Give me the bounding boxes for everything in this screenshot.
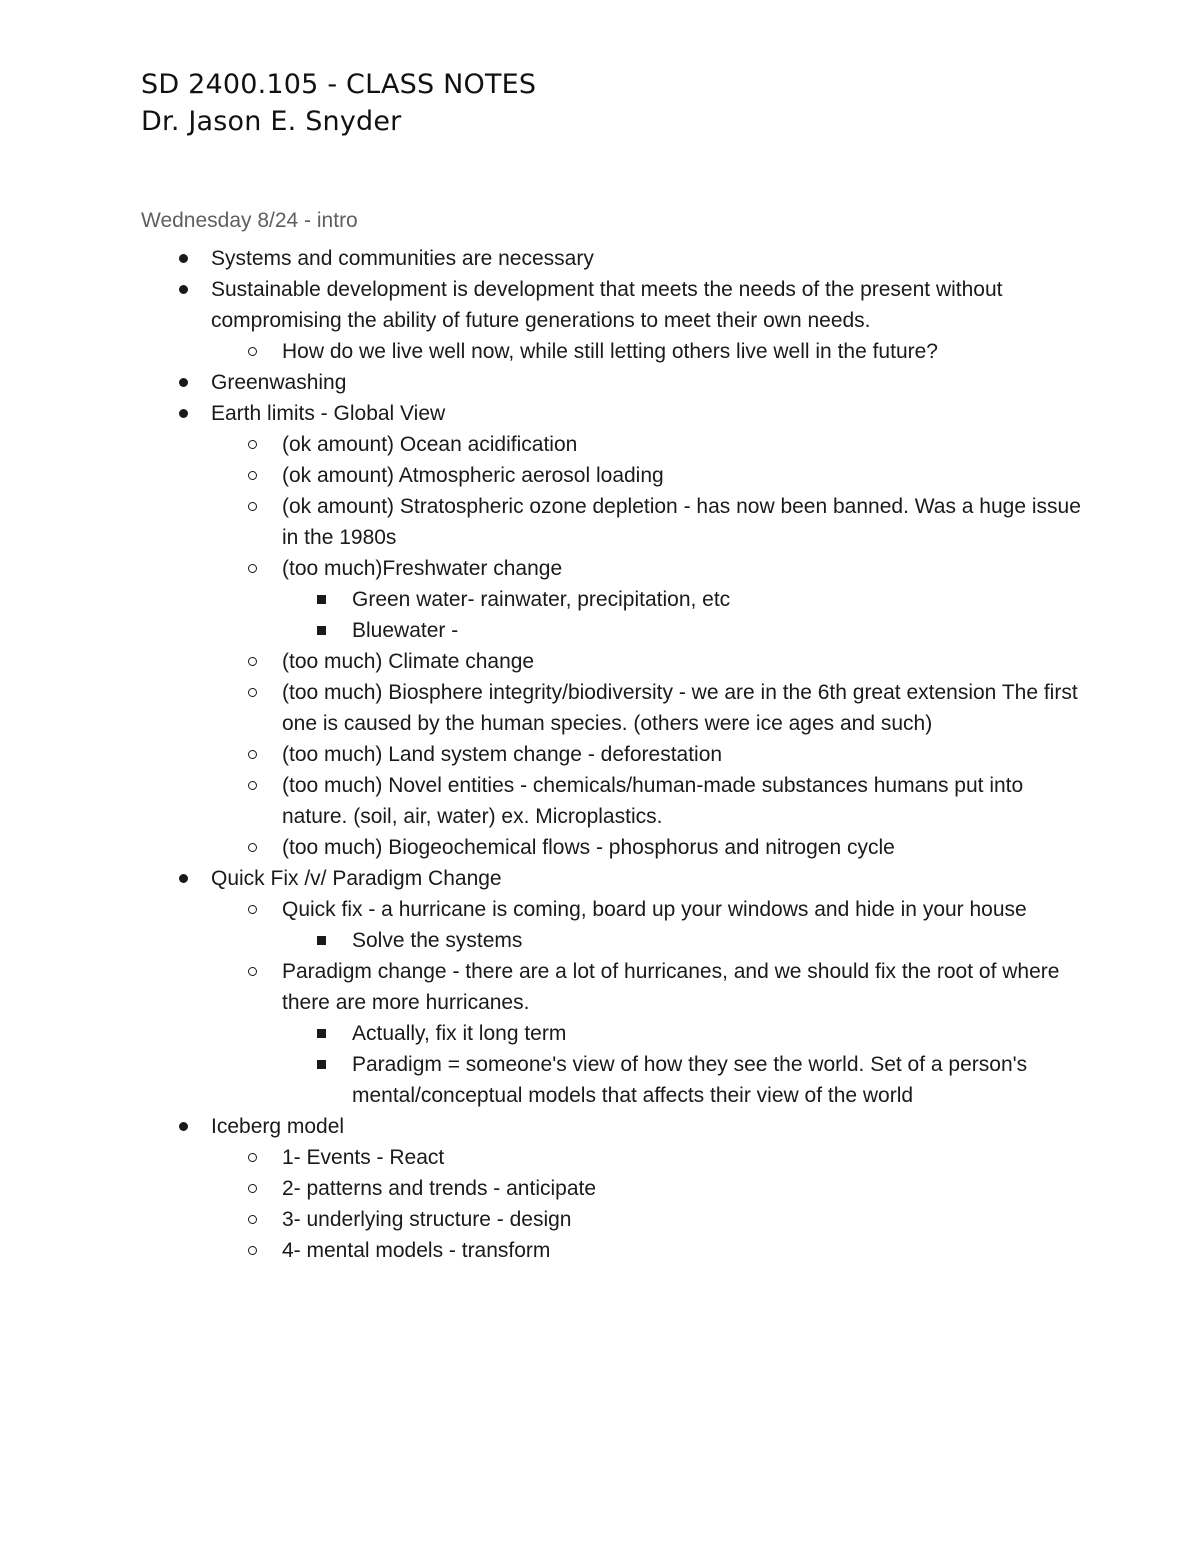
notes-list-level-2 bbox=[141, 553, 1081, 584]
bullet-mark bbox=[248, 657, 257, 666]
list-item-text: 2- patterns and trends - anticipate bbox=[282, 1177, 597, 1200]
bullet-mark bbox=[317, 626, 326, 635]
bullet-mark bbox=[248, 502, 257, 511]
list-item bbox=[141, 1142, 1081, 1173]
bullet-mark bbox=[248, 1184, 257, 1193]
list-item-text: Earth limits - Global View bbox=[211, 402, 446, 425]
hollow-circle-bullet-icon bbox=[248, 491, 257, 522]
square-bullet-icon bbox=[317, 615, 326, 646]
list-item-text: Systems and communities are necessary bbox=[211, 247, 594, 270]
list-item bbox=[141, 398, 1081, 429]
list-item-text: 1- Events - React bbox=[282, 1146, 445, 1169]
bullet-mark bbox=[179, 378, 188, 387]
hollow-circle-bullet-icon bbox=[248, 1142, 257, 1173]
bullet-mark bbox=[317, 1029, 326, 1038]
bullet-mark bbox=[248, 781, 257, 790]
list-item-text: (too much) Climate change bbox=[282, 650, 535, 673]
filled-circle-bullet-icon bbox=[179, 274, 188, 305]
list-item bbox=[141, 584, 1081, 615]
bullet-mark bbox=[248, 471, 257, 480]
list-item-text: Greenwashing bbox=[211, 371, 347, 394]
notes-list-level-3 bbox=[141, 925, 1081, 956]
list-item-text: (ok amount) Atmospheric aerosol loading bbox=[282, 464, 664, 487]
notes-list-level-2 bbox=[141, 677, 1081, 739]
list-item-text: Actually, fix it long term bbox=[352, 1022, 567, 1045]
list-item bbox=[141, 646, 1081, 677]
list-item-text: Quick fix - a hurricane is coming, board up your windows and hide in your house bbox=[282, 898, 1027, 921]
notes-list-level-1 bbox=[141, 367, 1081, 398]
list-item bbox=[141, 894, 1081, 925]
list-item bbox=[141, 739, 1081, 770]
notes-list-level-2 bbox=[141, 956, 1081, 1018]
list-item-text: 3- underlying structure - design bbox=[282, 1208, 572, 1231]
notes-list-level-1 bbox=[141, 243, 1081, 274]
notes-list-level-3 bbox=[141, 615, 1081, 646]
list-item-text: (too much) Biosphere integrity/biodiversity - we are in the 6th great extension The first one is caused by the human species. (others were ice ages and such) bbox=[282, 681, 1078, 735]
list-item bbox=[141, 615, 1081, 646]
bullet-mark bbox=[248, 688, 257, 697]
list-item-text: Solve the systems bbox=[352, 929, 523, 952]
bullet-mark bbox=[317, 595, 326, 604]
bullet-mark bbox=[248, 967, 257, 976]
list-item bbox=[141, 677, 1081, 739]
notes-list-level-2 bbox=[141, 1173, 1081, 1204]
list-item bbox=[141, 367, 1081, 398]
hollow-circle-bullet-icon bbox=[248, 646, 257, 677]
notes-list-level-3 bbox=[141, 584, 1081, 615]
filled-circle-bullet-icon bbox=[179, 398, 188, 429]
square-bullet-icon bbox=[317, 1049, 326, 1080]
bullet-mark bbox=[248, 1153, 257, 1162]
bullet-mark bbox=[317, 936, 326, 945]
hollow-circle-bullet-icon bbox=[248, 1173, 257, 1204]
list-item-text: Paradigm change - there are a lot of hurricanes, and we should fix the root of where there are more hurricanes. bbox=[282, 960, 1060, 1014]
course-title: SD 2400.105 - CLASS NOTES bbox=[141, 69, 537, 100]
bullet-mark bbox=[248, 905, 257, 914]
hollow-circle-bullet-icon bbox=[248, 460, 257, 491]
list-item-text: Quick Fix /v/ Paradigm Change bbox=[211, 867, 502, 890]
list-item-text: (too much) Land system change - deforestation bbox=[282, 743, 723, 766]
hollow-circle-bullet-icon bbox=[248, 956, 257, 987]
hollow-circle-bullet-icon bbox=[248, 677, 257, 708]
list-item-text: Sustainable development is development that meets the needs of the present without compromising the ability of future generations to meet their own needs. bbox=[211, 278, 1003, 332]
document-title bbox=[141, 66, 536, 140]
bullet-mark bbox=[248, 843, 257, 852]
list-item bbox=[141, 1173, 1081, 1204]
list-item bbox=[141, 553, 1081, 584]
notes-list-level-2 bbox=[141, 770, 1081, 832]
bullet-mark bbox=[179, 409, 188, 418]
notes-section bbox=[141, 205, 1081, 1266]
hollow-circle-bullet-icon bbox=[248, 739, 257, 770]
notes-list-level-1 bbox=[141, 274, 1081, 336]
notes-list-level-2 bbox=[141, 832, 1081, 863]
bullet-mark bbox=[179, 285, 188, 294]
notes-list-level-2 bbox=[141, 1204, 1081, 1235]
notes-list-level-2 bbox=[141, 646, 1081, 677]
hollow-circle-bullet-icon bbox=[248, 553, 257, 584]
square-bullet-icon bbox=[317, 925, 326, 956]
bullet-mark bbox=[248, 1215, 257, 1224]
filled-circle-bullet-icon bbox=[179, 863, 188, 894]
hollow-circle-bullet-icon bbox=[248, 770, 257, 801]
notes-list-level-3 bbox=[141, 1018, 1081, 1049]
notes-list-level-1 bbox=[141, 398, 1081, 429]
list-item bbox=[141, 1204, 1081, 1235]
list-item-text: (ok amount) Ocean acidification bbox=[282, 433, 578, 456]
list-item-text: Green water- rainwater, precipitation, etc bbox=[352, 588, 731, 611]
hollow-circle-bullet-icon bbox=[248, 336, 257, 367]
bullet-mark bbox=[317, 1060, 326, 1069]
notes-list-level-2 bbox=[141, 894, 1081, 925]
list-item bbox=[141, 770, 1081, 832]
list-item bbox=[141, 1111, 1081, 1142]
instructor-name: Dr. Jason E. Snyder bbox=[141, 106, 402, 137]
list-item-text: 4- mental models - transform bbox=[282, 1239, 551, 1262]
hollow-circle-bullet-icon bbox=[248, 832, 257, 863]
hollow-circle-bullet-icon bbox=[248, 429, 257, 460]
notes-list-level-2 bbox=[141, 336, 1081, 367]
list-item bbox=[141, 243, 1081, 274]
notes-list-level-2 bbox=[141, 429, 1081, 460]
list-item-text: How do we live well now, while still letting others live well in the future? bbox=[282, 340, 938, 363]
filled-circle-bullet-icon bbox=[179, 367, 188, 398]
notes-list-level-1 bbox=[141, 1111, 1081, 1142]
hollow-circle-bullet-icon bbox=[248, 894, 257, 925]
bullet-mark bbox=[248, 440, 257, 449]
list-item-text: Bluewater - bbox=[352, 619, 459, 642]
hollow-circle-bullet-icon bbox=[248, 1204, 257, 1235]
list-item bbox=[141, 274, 1081, 336]
section-heading: Wednesday 8/24 - intro bbox=[141, 209, 358, 232]
notes-list-level-2 bbox=[141, 460, 1081, 491]
list-item bbox=[141, 336, 1081, 367]
notes-list bbox=[141, 243, 1081, 1266]
notes-list-level-2 bbox=[141, 1235, 1081, 1266]
bullet-mark bbox=[248, 1246, 257, 1255]
notes-list-level-2 bbox=[141, 739, 1081, 770]
notes-list-level-1 bbox=[141, 863, 1081, 894]
list-item-text: Iceberg model bbox=[211, 1115, 345, 1138]
list-item bbox=[141, 925, 1081, 956]
list-item bbox=[141, 956, 1081, 1018]
bullet-mark bbox=[179, 254, 188, 263]
list-item-text: (too much)Freshwater change bbox=[282, 557, 563, 580]
list-item bbox=[141, 1049, 1081, 1111]
notes-list-level-2 bbox=[141, 491, 1081, 553]
hollow-circle-bullet-icon bbox=[248, 1235, 257, 1266]
square-bullet-icon bbox=[317, 584, 326, 615]
list-item bbox=[141, 863, 1081, 894]
bullet-mark bbox=[179, 1122, 188, 1131]
bullet-mark bbox=[248, 564, 257, 573]
notes-list-level-2 bbox=[141, 1142, 1081, 1173]
filled-circle-bullet-icon bbox=[179, 243, 188, 274]
list-item bbox=[141, 832, 1081, 863]
bullet-mark bbox=[248, 347, 257, 356]
bullet-mark bbox=[248, 750, 257, 759]
list-item-text: (too much) Biogeochemical flows - phosphorus and nitrogen cycle bbox=[282, 836, 895, 859]
list-item-text: Paradigm = someone's view of how they see the world. Set of a person's mental/conceptual models that affects their view of the world bbox=[352, 1053, 1028, 1107]
list-item bbox=[141, 429, 1081, 460]
filled-circle-bullet-icon bbox=[179, 1111, 188, 1142]
list-item-text: (too much) Novel entities - chemicals/human-made substances humans put into nature. (soil, air, water) ex. Microplastics. bbox=[282, 774, 1024, 828]
list-item bbox=[141, 460, 1081, 491]
list-item bbox=[141, 1235, 1081, 1266]
list-item-text: (ok amount) Stratospheric ozone depletion - has now been banned. Was a huge issue in the 1980s bbox=[282, 495, 1081, 549]
list-item bbox=[141, 491, 1081, 553]
notes-list-level-3 bbox=[141, 1049, 1081, 1111]
bullet-mark bbox=[179, 874, 188, 883]
square-bullet-icon bbox=[317, 1018, 326, 1049]
list-item bbox=[141, 1018, 1081, 1049]
